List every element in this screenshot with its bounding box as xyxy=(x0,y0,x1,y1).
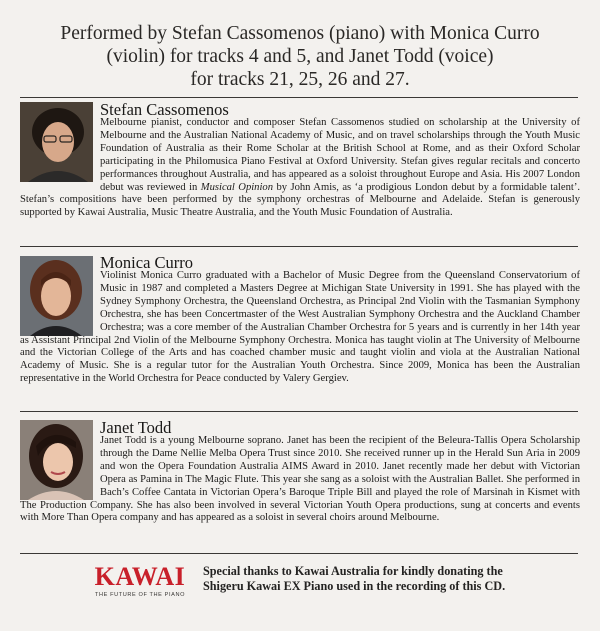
heading-line-2: (violin) for tracks 4 and 5, and Janet Todd (voice) xyxy=(106,46,494,67)
bio-monica-curro xyxy=(20,253,580,411)
bio-name: Janet Todd xyxy=(100,418,172,437)
bio-janet-todd xyxy=(20,418,580,548)
sponsor-footer xyxy=(20,558,580,608)
kawai-logo xyxy=(84,564,196,598)
thanks-line-1: Special thanks to Kawai Australia for kindly donating the xyxy=(203,564,503,578)
bio-name: Monica Curro xyxy=(100,253,194,272)
divider-top xyxy=(20,97,578,98)
divider-3 xyxy=(20,553,578,554)
bio-stefan-cassomenos xyxy=(20,100,580,240)
kawai-logo-tagline: THE FUTURE OF THE PIANO xyxy=(94,592,186,598)
bio-name: Stefan Cassomenos xyxy=(100,100,229,119)
divider-1 xyxy=(20,246,578,247)
thanks-line-2: Shigeru Kawai EX Piano used in the recording of this CD. xyxy=(203,578,506,593)
page-heading xyxy=(20,22,580,91)
heading-line-1: Performed by Stefan Cassomenos (piano) with Monica Curro xyxy=(60,23,540,44)
bio-text: Janet Todd is a young Melbourne soprano. Janet has been the recipient of the Beleura-Tallis Opera Scholarship through the Dame Nellie Melba Opera Trust since 2010. She received runner up in the Herald Sun Aria in 2009 and won the Opera Foundation Australia AIMS Award in 2010. Janet recently made her debut with Victorian Opera as Pamina in The Magic Flute. This year she sang as a soloist with the Australian Ballet. She performed in Bach’s Coffee Cantata in Victorian Opera’s Baroque Triple Bill and played the role of Marsinah in Kismet with The Production Company. She has also been involved in several Victorian Youth Opera productions, sung at concerts and events with More Than Opera company and has appeared as a soloist in several choirs around Melbourne. xyxy=(20,435,580,524)
kawai-logo-word: KAWAI xyxy=(94,562,186,591)
sponsor-thanks xyxy=(203,564,573,593)
divider-2 xyxy=(20,411,578,412)
bio-text: Violinist Monica Curro graduated with a Bachelor of Music Degree from the Queensland Conservatorium of Music in 1987 and completed a Masters Degree at Michigan State University in 1991. She has played with the Sydney Symphony Orchestra, the Queensland Orchestra, as Principal 2nd Violin with the Tasmanian Symphony Orchestra, she has been Concertmaster of the West Australian Symphony Orchestra and the Auckland Chamber Orchestra; was a core member of the Australian Chamber Orchestra for 5 years and is currently in her 14th year as Assistant Principal 2nd Violin of the Melbourne Symphony Orchestra. Monica has taught violin at The University of Melbourne and the Victorian College of the Arts and has coached chamber music and taught violin and viola at the Australian National Academy of Music. She is a regular tutor for the Australian Youth Orchestra. Since 2009, Monica has been the Australian representative in the World Orchestra for Peace conducted by Valery Gergiev. xyxy=(20,270,580,385)
bio-text: Melbourne pianist, conductor and composer Stefan Cassomenos studied on scholarship at the University of Melbourne and the Australian National Academy of Music, and on travel scholarships through the Youth Music Foundation of Australia as their Rome Scholar at the British School at Rome, and as their Oxford Scholar participating in the Philomusica Piano Festival at Oxford University. Stefan gives regular recitals and concerto performances throughout Australia, and has appeared as a soloist throughout Europe and Asia. His 2007 London debut was reviewed in Musical Opinion by John Amis, as ‘a prodigious London debut by a formidable talent’. Stefan’s compositions have been performed by the symphony orchestras of Melbourne and Adelaide. Stefan is generously supported by Kawai Australia, Music Theatre Australia, and the Youth Music Foundation of Australia. xyxy=(20,117,580,219)
heading-line-3: for tracks 21, 25, 26 and 27. xyxy=(190,69,410,90)
